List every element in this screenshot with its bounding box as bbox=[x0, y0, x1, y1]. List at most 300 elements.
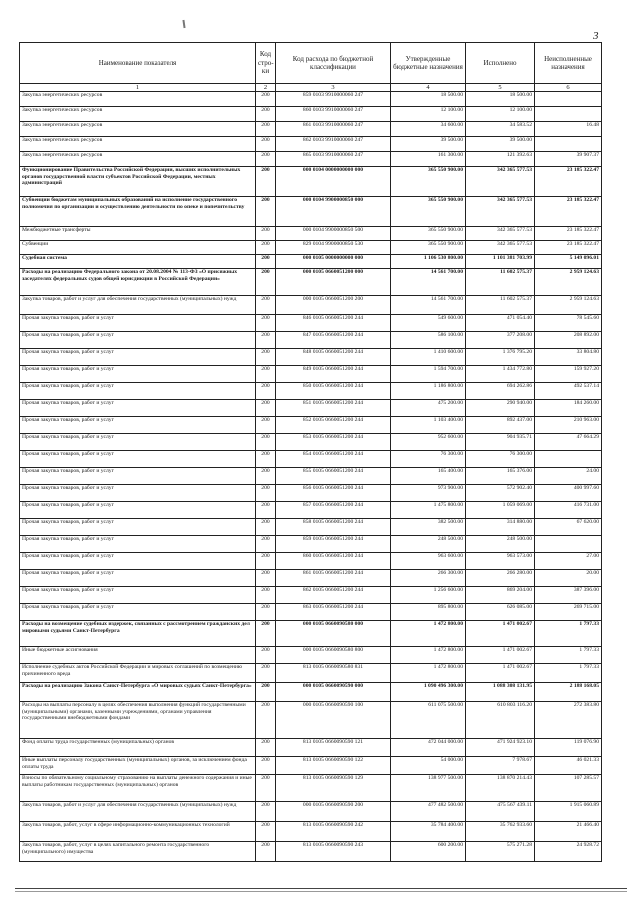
row-unexecuted-cell: 1 797.33 bbox=[535, 664, 602, 683]
row-executed-cell: 471 924 923.10 bbox=[466, 739, 535, 757]
row-classification-cell: 861 0103 9910000060 247 bbox=[276, 122, 391, 137]
row-executed-cell: 471 054.40 bbox=[466, 315, 535, 332]
row-classification-cell: 000 0105 0660051200 200 bbox=[276, 296, 391, 315]
row-unexecuted-cell: 107 285.57 bbox=[535, 775, 602, 802]
row-unexecuted-cell: 33 804.80 bbox=[535, 349, 602, 366]
row-code-cell: 200 bbox=[256, 255, 276, 269]
row-name-cell: Закупка товаров, работ и услуг для обеспечения государственных (муниципальных) нужд bbox=[20, 802, 256, 822]
row-classification-cell: 859 0105 0660051200 244 bbox=[276, 536, 391, 553]
row-executed-cell: 18 500.00 bbox=[466, 92, 535, 107]
row-name-cell: Межбюджетные трансферты bbox=[20, 227, 256, 241]
row-code-cell: 200 bbox=[256, 702, 276, 739]
row-name-cell: Прочая закупка товаров, работ и услуг bbox=[20, 553, 256, 570]
row-name-cell: Фонд оплаты труда государственных (муниципальных) органов bbox=[20, 739, 256, 757]
row-code-cell: 200 bbox=[256, 269, 276, 296]
row-name-cell: Прочая закупка товаров, работ и услуг bbox=[20, 502, 256, 519]
row-name-cell: Закупка энергетических ресурсов bbox=[20, 92, 256, 107]
row-name-cell: Расходы на выплаты персоналу в целях обеспечения выполнения функций государственными (муниципальными) органами, казенными учреждениями, органами управления государственными внебюджетными фондами bbox=[20, 702, 256, 739]
row-unexecuted-cell: 27.00 bbox=[535, 553, 602, 570]
row-unexecuted-cell: 23 185 322.47 bbox=[535, 197, 602, 227]
row-code-cell: 200 bbox=[256, 519, 276, 536]
table-row bbox=[20, 485, 602, 502]
table-row bbox=[20, 570, 602, 587]
row-classification-cell: 860 0105 0660051200 244 bbox=[276, 553, 391, 570]
row-classification-cell: 000 0104 9900000850 500 bbox=[276, 227, 391, 241]
row-classification-cell: 851 0105 0660051200 244 bbox=[276, 400, 391, 417]
table-row bbox=[20, 315, 602, 332]
row-name-cell: Закупка энергетических ресурсов bbox=[20, 107, 256, 122]
row-classification-cell: 860 0103 9910000060 247 bbox=[276, 107, 391, 122]
table-row bbox=[20, 757, 602, 775]
table-row bbox=[20, 332, 602, 349]
row-executed-cell: 11 602 575.37 bbox=[466, 296, 535, 315]
row-approved-cell: 39 500.00 bbox=[391, 137, 466, 152]
row-approved-cell: 266 300.00 bbox=[391, 570, 466, 587]
row-code-cell: 200 bbox=[256, 167, 276, 197]
row-unexecuted-cell: 2 959 124.63 bbox=[535, 269, 602, 296]
row-approved-cell: 952 600.00 bbox=[391, 434, 466, 451]
row-unexecuted-cell: 492 537.14 bbox=[535, 383, 602, 400]
row-classification-cell: 857 0105 0660051200 244 bbox=[276, 502, 391, 519]
row-unexecuted-cell: 1 797.33 bbox=[535, 647, 602, 664]
row-unexecuted-cell: 416 731.00 bbox=[535, 502, 602, 519]
table-row bbox=[20, 553, 602, 570]
row-code-cell: 200 bbox=[256, 383, 276, 400]
row-executed-cell: 869 204.00 bbox=[466, 587, 535, 604]
row-unexecuted-cell: 1 915 060.89 bbox=[535, 802, 602, 822]
row-executed-cell: 121 392.63 bbox=[466, 152, 535, 167]
row-executed-cell: 342 365 577.53 bbox=[466, 167, 535, 197]
row-approved-cell: 477 482 500.00 bbox=[391, 802, 466, 822]
row-approved-cell: 973 900.00 bbox=[391, 485, 466, 502]
row-approved-cell: 138 977 500.00 bbox=[391, 775, 466, 802]
row-name-cell: Закупка энергетических ресурсов bbox=[20, 122, 256, 137]
row-classification-cell: 000 0105 0660090580 000 bbox=[276, 621, 391, 647]
row-name-cell: Прочая закупка товаров, работ и услуг bbox=[20, 468, 256, 485]
row-classification-cell: 849 0105 0660051200 244 bbox=[276, 366, 391, 383]
row-executed-cell: 34 583.52 bbox=[466, 122, 535, 137]
row-executed-cell: 290 940.00 bbox=[466, 400, 535, 417]
row-code-cell: 200 bbox=[256, 152, 276, 167]
row-code-cell: 200 bbox=[256, 315, 276, 332]
row-name-cell: Прочая закупка товаров, работ и услуг bbox=[20, 451, 256, 468]
row-unexecuted-cell: 23 185 322.47 bbox=[535, 167, 602, 197]
row-code-cell: 200 bbox=[256, 468, 276, 485]
row-classification-cell: 861 0105 0660051200 244 bbox=[276, 570, 391, 587]
row-name-cell: Прочая закупка товаров, работ и услуг bbox=[20, 349, 256, 366]
row-approved-cell: 611 075 500.00 bbox=[391, 702, 466, 739]
header-unexecuted: Неисполненные назначения bbox=[535, 43, 602, 84]
row-classification-cell: 813 0105 0660090590 242 bbox=[276, 822, 391, 842]
row-approved-cell: 1 472 800.00 bbox=[391, 664, 466, 683]
table-row bbox=[20, 822, 602, 842]
row-name-cell: Субвенции bbox=[20, 241, 256, 255]
table-row bbox=[20, 122, 602, 137]
row-executed-cell: 342 365 577.53 bbox=[466, 241, 535, 255]
table-row bbox=[20, 604, 602, 621]
row-approved-cell: 475 200.00 bbox=[391, 400, 466, 417]
row-approved-cell: 1 186 800.00 bbox=[391, 383, 466, 400]
row-unexecuted-cell: 400 997.60 bbox=[535, 485, 602, 502]
row-unexecuted-cell: 23 185 322.47 bbox=[535, 241, 602, 255]
page-bottom-rule bbox=[15, 888, 627, 889]
page-number: 3 bbox=[593, 30, 599, 42]
row-classification-cell: 854 0105 0660051200 244 bbox=[276, 451, 391, 468]
row-unexecuted-cell: 119 076.90 bbox=[535, 739, 602, 757]
row-approved-cell: 963 600.00 bbox=[391, 553, 466, 570]
row-classification-cell: 862 0103 9910000060 247 bbox=[276, 137, 391, 152]
column-number: 4 bbox=[391, 84, 466, 92]
row-classification-cell: 858 0105 0660051200 244 bbox=[276, 519, 391, 536]
row-code-cell: 200 bbox=[256, 739, 276, 757]
row-name-cell: Прочая закупка товаров, работ и услуг bbox=[20, 519, 256, 536]
table-body bbox=[20, 92, 602, 862]
row-code-cell: 200 bbox=[256, 842, 276, 862]
table-row bbox=[20, 417, 602, 434]
column-number: 3 bbox=[276, 84, 391, 92]
row-classification-cell: 848 0105 0660051200 244 bbox=[276, 349, 391, 366]
row-unexecuted-cell: 21 466.40 bbox=[535, 822, 602, 842]
row-executed-cell: 475 567 439.11 bbox=[466, 802, 535, 822]
row-unexecuted-cell: 24 928.72 bbox=[535, 842, 602, 862]
row-classification-cell: 813 0105 0660090590 122 bbox=[276, 757, 391, 775]
row-approved-cell: 365 550 900.00 bbox=[391, 197, 466, 227]
row-approved-cell: 14 561 700.00 bbox=[391, 296, 466, 315]
table-row bbox=[20, 152, 602, 167]
row-approved-cell: 35 784 400.00 bbox=[391, 822, 466, 842]
row-name-cell: Функционирование Правительства Российской Федерации, высших исполнительных органов государственной власти субъектов Российской Федерации, местных администраций bbox=[20, 167, 256, 197]
row-classification-cell: 813 0105 0660090590 129 bbox=[276, 775, 391, 802]
row-unexecuted-cell: 184 260.00 bbox=[535, 400, 602, 417]
row-approved-cell: 1 472 800.00 bbox=[391, 647, 466, 664]
row-classification-cell: 862 0105 0660051200 244 bbox=[276, 587, 391, 604]
table-row bbox=[20, 400, 602, 417]
row-executed-cell: 165 376.00 bbox=[466, 468, 535, 485]
row-code-cell: 200 bbox=[256, 107, 276, 122]
row-code-cell: 200 bbox=[256, 197, 276, 227]
row-unexecuted-cell: 269 715.00 bbox=[535, 604, 602, 621]
budget-execution-table bbox=[19, 42, 602, 862]
row-name-cell: Закупка товаров, работ и услуг для обеспечения государственных (муниципальных) нужд bbox=[20, 296, 256, 315]
row-approved-cell: 1 472 800.00 bbox=[391, 621, 466, 647]
row-unexecuted-cell: 23 185 322.47 bbox=[535, 227, 602, 241]
row-unexecuted-cell bbox=[535, 536, 602, 553]
row-code-cell: 200 bbox=[256, 822, 276, 842]
table-row bbox=[20, 683, 602, 702]
row-unexecuted-cell: 208 892.00 bbox=[535, 332, 602, 349]
row-executed-cell: 39 500.00 bbox=[466, 137, 535, 152]
row-executed-cell: 248 500.00 bbox=[466, 536, 535, 553]
row-executed-cell: 904 935.71 bbox=[466, 434, 535, 451]
row-classification-cell: 000 0104 0000000000 000 bbox=[276, 167, 391, 197]
row-approved-cell: 1 594 700.00 bbox=[391, 366, 466, 383]
row-name-cell: Субвенции бюджетам муниципальных образований на исполнение государственного полномочия по организации и осуществлению деятельности по опеке и попечительству bbox=[20, 197, 256, 227]
row-classification-cell: 813 0105 0660090580 831 bbox=[276, 664, 391, 683]
row-classification-cell: 813 0105 0660090590 243 bbox=[276, 842, 391, 862]
row-executed-cell: 314 880.00 bbox=[466, 519, 535, 536]
row-code-cell: 200 bbox=[256, 227, 276, 241]
row-classification-cell: 000 0105 0660090590 100 bbox=[276, 702, 391, 739]
table-row bbox=[20, 383, 602, 400]
page-bottom-rule bbox=[15, 891, 627, 892]
row-classification-cell: 000 0105 0660090590 200 bbox=[276, 802, 391, 822]
row-code-cell: 200 bbox=[256, 417, 276, 434]
row-code-cell: 200 bbox=[256, 502, 276, 519]
row-executed-cell: 12 100.00 bbox=[466, 107, 535, 122]
row-code-cell: 200 bbox=[256, 647, 276, 664]
header-name: Наименование показателя bbox=[20, 43, 256, 84]
row-unexecuted-cell: 5 149 096.01 bbox=[535, 255, 602, 269]
row-executed-cell: 342 365 577.53 bbox=[466, 227, 535, 241]
row-classification-cell: 850 0105 0660051200 244 bbox=[276, 383, 391, 400]
row-code-cell: 200 bbox=[256, 683, 276, 702]
row-unexecuted-cell: 47 664.29 bbox=[535, 434, 602, 451]
table-row bbox=[20, 255, 602, 269]
table-row bbox=[20, 197, 602, 227]
row-name-cell: Прочая закупка товаров, работ и услуг bbox=[20, 587, 256, 604]
row-classification-cell: 000 0105 0660051200 000 bbox=[276, 269, 391, 296]
row-executed-cell: 377 208.00 bbox=[466, 332, 535, 349]
row-unexecuted-cell bbox=[535, 107, 602, 122]
row-approved-cell: 1 256 600.00 bbox=[391, 587, 466, 604]
table-row bbox=[20, 366, 602, 383]
column-number: 1 bbox=[20, 84, 256, 92]
row-unexecuted-cell: 46 021.33 bbox=[535, 757, 602, 775]
table-row bbox=[20, 519, 602, 536]
row-executed-cell: 1 471 002.67 bbox=[466, 664, 535, 683]
table-row bbox=[20, 468, 602, 485]
row-unexecuted-cell: 1 797.33 bbox=[535, 621, 602, 647]
row-code-cell: 200 bbox=[256, 802, 276, 822]
row-executed-cell: 1 376 795.20 bbox=[466, 349, 535, 366]
row-executed-cell: 626 085.00 bbox=[466, 604, 535, 621]
row-executed-cell: 7 978.67 bbox=[466, 757, 535, 775]
row-unexecuted-cell bbox=[535, 137, 602, 152]
row-classification-cell: 865 0103 9910000060 247 bbox=[276, 152, 391, 167]
row-executed-cell: 138 870 214.43 bbox=[466, 775, 535, 802]
table-row bbox=[20, 702, 602, 739]
row-name-cell: Закупка товаров, работ, услуг в целях капитального ремонта государственного (муниципального) имущества bbox=[20, 842, 256, 862]
row-classification-cell: 000 0105 0660090590 000 bbox=[276, 683, 391, 702]
row-code-cell: 200 bbox=[256, 536, 276, 553]
row-classification-cell: 000 0105 0660090580 800 bbox=[276, 647, 391, 664]
row-approved-cell: 1 103 400.00 bbox=[391, 417, 466, 434]
row-executed-cell: 342 365 577.53 bbox=[466, 197, 535, 227]
row-executed-cell: 610 803 116.20 bbox=[466, 702, 535, 739]
row-approved-cell: 1 475 800.00 bbox=[391, 502, 466, 519]
row-name-cell: Закупка энергетических ресурсов bbox=[20, 152, 256, 167]
row-approved-cell: 365 550 900.00 bbox=[391, 241, 466, 255]
row-approved-cell: 472 044 000.00 bbox=[391, 739, 466, 757]
row-unexecuted-cell: 39 907.37 bbox=[535, 152, 602, 167]
row-name-cell: Расходы на возмещение судебных издержек, связанных с рассмотрением гражданских дел мировыми судьями Санкт-Петербурга bbox=[20, 621, 256, 647]
row-approved-cell: 14 561 700.00 bbox=[391, 269, 466, 296]
row-approved-cell: 382 500.00 bbox=[391, 519, 466, 536]
row-name-cell: Судебная система bbox=[20, 255, 256, 269]
row-name-cell: Прочая закупка товаров, работ и услуг bbox=[20, 417, 256, 434]
row-executed-cell: 76 300.00 bbox=[466, 451, 535, 468]
table-row bbox=[20, 92, 602, 107]
row-name-cell: Прочая закупка товаров, работ и услуг bbox=[20, 383, 256, 400]
row-approved-cell: 1 106 530 800.00 bbox=[391, 255, 466, 269]
row-code-cell: 200 bbox=[256, 570, 276, 587]
row-code-cell: 200 bbox=[256, 400, 276, 417]
column-number: 6 bbox=[535, 84, 602, 92]
row-unexecuted-cell: 78 545.60 bbox=[535, 315, 602, 332]
row-classification-cell: 855 0105 0660051200 244 bbox=[276, 468, 391, 485]
column-number: 5 bbox=[466, 84, 535, 92]
table-row bbox=[20, 137, 602, 152]
row-name-cell: Прочая закупка товаров, работ и услуг bbox=[20, 536, 256, 553]
row-name-cell: Прочая закупка товаров, работ и услуг bbox=[20, 400, 256, 417]
table-row bbox=[20, 664, 602, 683]
row-approved-cell: 248 500.00 bbox=[391, 536, 466, 553]
row-executed-cell: 1 088 308 131.95 bbox=[466, 683, 535, 702]
table-row bbox=[20, 621, 602, 647]
header-code: Код стро-ки bbox=[256, 43, 276, 84]
column-number: 2 bbox=[256, 84, 276, 92]
row-approved-cell: 1 410 600.00 bbox=[391, 349, 466, 366]
row-executed-cell: 892 437.00 bbox=[466, 417, 535, 434]
row-approved-cell: 895 800.00 bbox=[391, 604, 466, 621]
row-code-cell: 200 bbox=[256, 757, 276, 775]
row-unexecuted-cell: 210 963.00 bbox=[535, 417, 602, 434]
row-unexecuted-cell: 24.00 bbox=[535, 468, 602, 485]
table-row bbox=[20, 502, 602, 519]
row-executed-cell: 11 602 575.37 bbox=[466, 269, 535, 296]
row-classification-cell: 000 0105 0000000000 000 bbox=[276, 255, 391, 269]
row-code-cell: 200 bbox=[256, 553, 276, 570]
table-row bbox=[20, 451, 602, 468]
row-classification-cell: 829 0104 9900000850 530 bbox=[276, 241, 391, 255]
row-executed-cell: 1 059 069.00 bbox=[466, 502, 535, 519]
row-executed-cell: 963 573.00 bbox=[466, 553, 535, 570]
row-unexecuted-cell: 272 383.80 bbox=[535, 702, 602, 739]
table-row bbox=[20, 241, 602, 255]
row-approved-cell: 54 000.00 bbox=[391, 757, 466, 775]
row-approved-cell: 12 100.00 bbox=[391, 107, 466, 122]
row-code-cell: 200 bbox=[256, 485, 276, 502]
row-name-cell: Расходы на реализацию Закона Санкт-Петербурга «О мировых судьях Санкт-Петербурга» bbox=[20, 683, 256, 702]
row-executed-cell: 1 471 002.67 bbox=[466, 621, 535, 647]
row-approved-cell: 365 550 900.00 bbox=[391, 167, 466, 197]
row-executed-cell: 1 101 381 703.99 bbox=[466, 255, 535, 269]
row-executed-cell: 572 902.40 bbox=[466, 485, 535, 502]
row-unexecuted-cell: 16.48 bbox=[535, 122, 602, 137]
row-code-cell: 200 bbox=[256, 434, 276, 451]
row-unexecuted-cell: 67 620.00 bbox=[535, 519, 602, 536]
row-name-cell: Прочая закупка товаров, работ и услуг bbox=[20, 332, 256, 349]
row-approved-cell: 600 200.00 bbox=[391, 842, 466, 862]
row-approved-cell: 549 600.00 bbox=[391, 315, 466, 332]
row-code-cell: 200 bbox=[256, 587, 276, 604]
row-classification-cell: 813 0105 0660090590 121 bbox=[276, 739, 391, 757]
table-row bbox=[20, 107, 602, 122]
row-name-cell: Прочая закупка товаров, работ и услуг bbox=[20, 366, 256, 383]
header-approved: Утвержденные бюджетные назначения bbox=[391, 43, 466, 84]
table-row bbox=[20, 536, 602, 553]
row-classification-cell: 859 0103 9910000060 247 bbox=[276, 92, 391, 107]
row-unexecuted-cell bbox=[535, 451, 602, 468]
row-executed-cell: 694 262.86 bbox=[466, 383, 535, 400]
table-row bbox=[20, 802, 602, 822]
row-executed-cell: 35 762 933.60 bbox=[466, 822, 535, 842]
row-name-cell: Прочая закупка товаров, работ и услуг bbox=[20, 434, 256, 451]
row-name-cell: Расходы на реализацию Федерального закона от 20.08.2004 № 113-ФЗ «О присяжных заседателях федеральных судов общей юрисдикции в Российской Федерации» bbox=[20, 269, 256, 296]
row-approved-cell: 161 300.00 bbox=[391, 152, 466, 167]
row-name-cell: Прочая закупка товаров, работ и услуг bbox=[20, 604, 256, 621]
row-unexecuted-cell bbox=[535, 92, 602, 107]
row-code-cell: 200 bbox=[256, 332, 276, 349]
row-unexecuted-cell: 20.00 bbox=[535, 570, 602, 587]
column-number-row bbox=[20, 84, 602, 92]
header-classification: Код расхода по бюджетной классификации bbox=[276, 43, 391, 84]
row-executed-cell: 1 471 002.67 bbox=[466, 647, 535, 664]
row-code-cell: 200 bbox=[256, 451, 276, 468]
table-row bbox=[20, 434, 602, 451]
row-classification-cell: 863 0105 0660051200 244 bbox=[276, 604, 391, 621]
row-code-cell: 200 bbox=[256, 122, 276, 137]
scan-mark bbox=[182, 20, 185, 28]
table-row bbox=[20, 227, 602, 241]
row-code-cell: 200 bbox=[256, 604, 276, 621]
header-executed: Исполнено bbox=[466, 43, 535, 84]
row-classification-cell: 000 0104 9900000850 000 bbox=[276, 197, 391, 227]
row-executed-cell: 266 280.00 bbox=[466, 570, 535, 587]
row-code-cell: 200 bbox=[256, 664, 276, 683]
row-approved-cell: 76 300.00 bbox=[391, 451, 466, 468]
row-unexecuted-cell: 2 188 168.05 bbox=[535, 683, 602, 702]
row-name-cell: Иные выплаты персоналу государственных (муниципальных) органов, за исключением фонда оплаты труда bbox=[20, 757, 256, 775]
table-row bbox=[20, 269, 602, 296]
row-name-cell: Закупка энергетических ресурсов bbox=[20, 137, 256, 152]
row-classification-cell: 856 0105 0660051200 244 bbox=[276, 485, 391, 502]
row-classification-cell: 847 0105 0660051200 244 bbox=[276, 332, 391, 349]
row-name-cell: Прочая закупка товаров, работ и услуг bbox=[20, 485, 256, 502]
row-classification-cell: 852 0105 0660051200 244 bbox=[276, 417, 391, 434]
row-executed-cell: 1 434 772.80 bbox=[466, 366, 535, 383]
row-name-cell: Иные бюджетные ассигнования bbox=[20, 647, 256, 664]
row-code-cell: 200 bbox=[256, 92, 276, 107]
table-row bbox=[20, 587, 602, 604]
row-code-cell: 200 bbox=[256, 621, 276, 647]
row-name-cell: Исполнение судебных актов Российской Федерации и мировых соглашений по возмещению причиненного вреда bbox=[20, 664, 256, 683]
row-name-cell: Прочая закупка товаров, работ и услуг bbox=[20, 570, 256, 587]
table-row bbox=[20, 842, 602, 862]
table-row bbox=[20, 349, 602, 366]
row-unexecuted-cell: 2 959 124.63 bbox=[535, 296, 602, 315]
row-code-cell: 200 bbox=[256, 366, 276, 383]
row-executed-cell: 575 271.28 bbox=[466, 842, 535, 862]
row-approved-cell: 18 500.00 bbox=[391, 92, 466, 107]
row-code-cell: 200 bbox=[256, 349, 276, 366]
row-name-cell: Закупка товаров, работ, услуг в сфере информационно-коммуникационных технологий bbox=[20, 822, 256, 842]
table-row bbox=[20, 775, 602, 802]
row-code-cell: 200 bbox=[256, 241, 276, 255]
row-approved-cell: 586 100.00 bbox=[391, 332, 466, 349]
table-row bbox=[20, 647, 602, 664]
row-approved-cell: 34 600.00 bbox=[391, 122, 466, 137]
row-approved-cell: 365 550 900.00 bbox=[391, 227, 466, 241]
row-approved-cell: 165 400.00 bbox=[391, 468, 466, 485]
row-unexecuted-cell: 387 396.00 bbox=[535, 587, 602, 604]
table-header-row bbox=[20, 43, 602, 84]
table-row bbox=[20, 167, 602, 197]
row-code-cell: 200 bbox=[256, 137, 276, 152]
row-code-cell: 200 bbox=[256, 296, 276, 315]
row-classification-cell: 853 0105 0660051200 244 bbox=[276, 434, 391, 451]
row-name-cell: Взносы по обязательному социальному страхованию на выплаты денежного содержания и иные выплаты работникам государственных (муниципальных) органов bbox=[20, 775, 256, 802]
